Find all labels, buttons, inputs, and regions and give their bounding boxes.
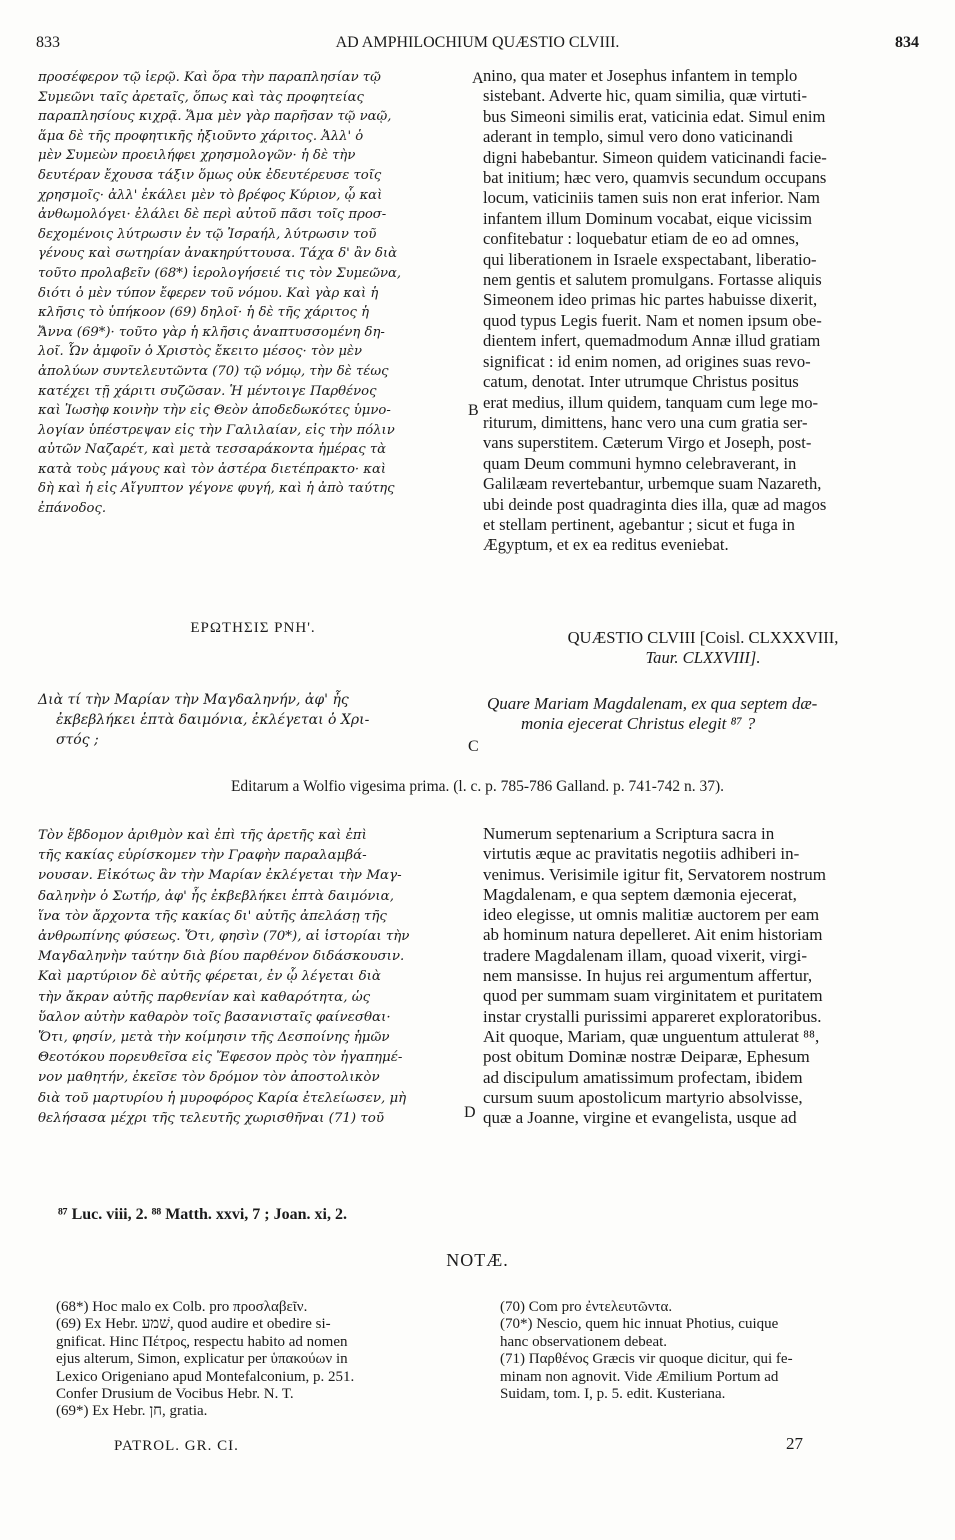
latin-text-line: catum, denotat. Inter utrumque Christus positus	[483, 372, 799, 392]
latin-text-line: bus Simeoni similis erat, vaticinia edat. Simul enim	[483, 106, 826, 126]
greek-text-line: ἐπάνοδος.	[38, 501, 107, 517]
latin-text-line: confitebatur : loquebatur etiam de eo ad omnes,	[483, 229, 800, 249]
latin-text-line: Ægyptum, et ex ea reditus eveniebat.	[483, 535, 729, 555]
note-line: (70) Com pro ἐντελευτῶντα.	[500, 1299, 673, 1315]
editorial-note: Editarum a Wolfio vigesima prima. (l. c. p. 785-786 Galland. p. 741-742 n. 37).	[230, 778, 725, 795]
note-line: (70*) Nescio, quem hic innuat Photius, cuique	[500, 1316, 779, 1333]
greek-text-line: καὶ Ἰωσὴφ κοινὴν τὴν εἰς Θεὸν ἀποδεδωκότες ὑμνο-	[38, 403, 391, 419]
latin-heading-line-1: QUÆSTIO CLVIII [Coisl. CLXXXVIII,	[567, 628, 839, 647]
greek-text-line: διότι ὁ μὲν τύπον ἔφερεν τοῦ νόμου. Καὶ γὰρ καὶ ἡ	[38, 285, 379, 301]
latin-text-line: tradere Magdalenam illam, quoad vixerit, virgi-	[483, 945, 807, 965]
running-title: AD AMPHILOCHIUM QUÆSTIO CLVIII.	[335, 34, 620, 51]
latin-text-line: riturum, dimittens, hanc vero una cum gratia ser-	[483, 412, 808, 432]
greek-column-body	[38, 826, 470, 1129]
latin-text-line: nem gentis et salutem promulgans. Fortasse aliquis	[483, 270, 822, 290]
note-line: hanc observationem debeat.	[500, 1333, 668, 1350]
latin-text-line: bat initium; hæc vero, quamvis secundum occupans	[483, 168, 827, 188]
footer-signature: 27	[786, 1434, 803, 1453]
note-line: Confer Drusium de Vocibus Hebr. N. T.	[56, 1386, 294, 1403]
latin-text-line: et stellam pertinent, agebantur ; sicut et fuga in	[483, 514, 795, 534]
greek-question-line-1: Διὰ τί τὴν Μαρίαν τὴν Μαγδαληνήν, ἀφ' ἧς	[38, 692, 349, 708]
greek-text-line: διὰ τοῦ μαρτυρίου ἡ μυροφόρος Καρία ἐτελείωσεν, μὴ	[38, 1090, 407, 1106]
greek-text-line: ἵνα τὸν ἄρχοντα τῆς κακίας δι' αὐτῆς ἀπελάσῃ τῆς	[38, 908, 387, 924]
footer-series: PATROL. GR. CI.	[114, 1438, 239, 1454]
greek-text-line: τὴν ἄκραν αὐτῆς παρθενίαν καὶ καθαρότητα, ὡς	[38, 989, 371, 1005]
greek-text-line: θελήσασα μέχρι τῆς τελευτῆς χωρισθῆναι (71) τοῦ	[38, 1110, 384, 1126]
greek-text-line: κλῆσις τὸ ὑπήκοον (69) δηλοῖ· ἡ δὲ τῆς χάριτος ἡ	[38, 305, 369, 321]
latin-text-line: infantem illum Dominum vocabat, eique vicissim	[483, 208, 813, 228]
latin-text-line: Simeonem ideo primas hic partes habuisse dixerit,	[483, 290, 818, 310]
latin-question-line-2: monia ejecerat Christus elegit ⁸⁷ ?	[521, 714, 756, 733]
greek-text-line: κατέχει τῇ χάριτι συζῶσαν. Ἡ μέντοιγε Παρθένος	[38, 383, 377, 399]
latin-text-line: aderant in templo, simul vero dono vaticinandi	[483, 127, 794, 147]
greek-text-line: δευτέραν ἔχουσα τάξιν ὅμως οὐκ ἐδευτέρευσε τοῖς	[38, 167, 382, 183]
greek-text-line: γένους καὶ σωτηρίαν ἀνακηρύττουσα. Τάχα δ' ἂν διὰ	[38, 246, 398, 262]
latin-text-line: Ait quoque, Mariam, quæ unguentum attulerat ⁸⁸,	[483, 1026, 820, 1046]
greek-text-line: Συμεῶνι ταῖς ἀρεταῖς, ὅπως καὶ τὰς προφητείας	[38, 89, 364, 105]
greek-text-line: ἀνθωμολόγει· ἐλάλει δὲ περὶ αὐτοῦ πᾶσι τοῖς προσ-	[38, 207, 387, 223]
margin-letter-b: B	[468, 402, 479, 419]
greek-text-line: νον μαθητήν, ἐκεῖσε τὸν δρόμον τὸν ἀποστολικὸν	[38, 1070, 380, 1086]
greek-text-line: ἅμα δὲ τῆς προφητικῆς ἠξιοῦντο χάριτος. Ἀλλ' ὁ	[38, 128, 364, 144]
latin-text-line: venimus. Verisimile igitur fit, Servatorem nostrum	[483, 864, 826, 884]
footnote-references: ⁸⁷ Luc. viii, 2. ⁸⁸ Matth. xxvi, 7 ; Joan. xi, 2.	[58, 1206, 347, 1223]
greek-text-line: τοῦτο προλαβεῖν (68*) ἱερολογήσειέ τις τὸν Συμεῶνα,	[38, 265, 402, 281]
latin-text-line: virtutis æque ac pravitatis negotiis adhiberi in-	[483, 844, 800, 864]
greek-text-line: αὐτῶν Ναζαρέτ, καὶ μετὰ τεσσαράκοντα ἡμέρας τὰ	[38, 442, 387, 458]
greek-text-line: δὴ καὶ ἡ εἰς Αἴγυπτον γέγονε φυγή, καὶ ἡ ἀπὸ ταύτης	[38, 481, 395, 497]
latin-text-line: quæ a Joanne, virgine et evangelista, usque ad	[483, 1108, 797, 1128]
greek-text-line: νουσαν. Εἰκότως ἂν τὴν Μαρίαν ἐκλέγεται τὴν Μαγ-	[38, 868, 402, 884]
latin-question-title	[487, 694, 927, 734]
margin-letter-a: A	[472, 70, 484, 87]
latin-text-line: Numerum septenarium a Scriptura sacra in	[483, 824, 775, 843]
notes-heading: NOTÆ.	[446, 1250, 509, 1270]
latin-text-line: locum, vaticiniis tamen suis non erat inferior. Nam	[483, 188, 820, 208]
latin-question-line-1: Quare Mariam Magdalenam, ex qua septem dæ-	[487, 694, 818, 713]
greek-question-title	[38, 690, 468, 750]
greek-text-line: ὕαλον αὐτὴν καθαρὸν τοῖς βασανισταῖς φαίνεσθαι·	[38, 1009, 391, 1025]
greek-text-line: προσέφερον τῷ ἱερῷ. Καὶ ὅρα τὴν παραπλησίαν τῷ	[38, 70, 381, 85]
margin-letter-d: D	[464, 1104, 476, 1121]
latin-column-top	[483, 66, 928, 556]
greek-text-line: δαληνὴν ὁ Σωτήρ, ἀφ' ἧς ἐκβεβλήκει ἑπτὰ δαιμόνια,	[38, 888, 394, 904]
latin-question-heading	[483, 628, 923, 669]
latin-column-body	[483, 824, 928, 1128]
margin-letter-c: C	[468, 738, 479, 755]
latin-text-line: cursum suum apostolicum martyrio absolvisse,	[483, 1087, 803, 1107]
latin-text-line: ubi deinde post quadraginta dies illa, quæ ad magos	[483, 494, 827, 514]
latin-text-line: ab hominum natura depelleret. Ait enim historiam	[483, 925, 823, 945]
greek-column-top	[38, 68, 470, 519]
greek-text-line: ἀπολύων συντελευτῶντα (70) τῷ νόμῳ, τὴν δὲ τέως	[38, 363, 389, 379]
latin-text-line: ad discipulum amatissimum profectam, ibidem	[483, 1067, 803, 1087]
greek-text-line: Μαγδαληνὴν ταύτην διὰ βίου παρθένον διδάσκουσιν.	[38, 949, 405, 965]
greek-text-line: χρησμοῖς· ἀλλ' ἐκάλει μὲν τὸ βρέφος Κύριον, ᾧ καὶ	[38, 187, 383, 203]
note-line: Lexico Origeniano apud Montefalconium, p. 251.	[56, 1368, 355, 1385]
latin-text-line: Galilæam revertebantur, urbemque suam Nazareth,	[483, 474, 822, 494]
note-line: minam non agnovit. Vide Æmilium Portum ad	[500, 1368, 779, 1385]
latin-text-line: digni habebantur. Simeon quidem vaticinandi facie-	[483, 147, 827, 167]
greek-text-line: Τὸν ἕβδομον ἀριθμὸν καὶ ἐπὶ τῆς ἀρετῆς καὶ ἐπὶ	[38, 828, 367, 843]
greek-text-line: ἀνθρωπίνης φύσεως. Ὅτι, φησὶν (70*), αἱ ἱστορίαι τὴν	[38, 929, 410, 945]
latin-text-line: significat : id enim nomen, ad origines suas revo-	[483, 351, 811, 371]
latin-text-line: nem mansisse. In hujus rei argumentum affertur,	[483, 966, 813, 986]
greek-question-line-2: ἐκβεβλήκει ἑπτὰ δαιμόνια, ἐκλέγεται ὁ Χρι-	[56, 712, 370, 728]
greek-text-line: δεχομένοις λύτρωσιν ἐν τῷ Ἰσραήλ, λύτρωσιν τοῦ	[38, 226, 377, 242]
latin-text-line: dientem infert, quemadmodum Annæ illud gratiam	[483, 331, 821, 351]
greek-text-line: κατὰ τοὺς μάγους καὶ τὸν ἀστέρα διετέπρακτο· καὶ	[38, 461, 387, 477]
note-line: gnificat. Hinc Πέτρος, respectu habito ad nomen	[56, 1333, 348, 1350]
note-line: (71) Παρθένος Græcis vir quoque dicitur, qui fe-	[500, 1351, 793, 1368]
latin-text-line: vans superstitem. Cæterum Virgo et Joseph, post-	[483, 433, 812, 453]
greek-text-line: Ἄννα (69*)· τοῦτο γὰρ ἡ κλῆσις ἀναπτυσσομένη δη-	[38, 324, 385, 340]
greek-question-line-3: στός ;	[56, 732, 99, 748]
note-line: Suidam, tom. I, p. 5. edit. Kusteriana.	[500, 1386, 726, 1403]
notes-left-column	[56, 1299, 466, 1421]
greek-text-line: μὲν Συμεὼν προειλήφει χρησμολογῶν· ἡ δὲ τὴν	[38, 148, 356, 164]
latin-text-line: instar crystalli purissimi appareret exploratoribus.	[483, 1006, 822, 1026]
latin-text-line: nino, qua mater et Josephus infantem in templo	[483, 66, 798, 85]
latin-text-line: Magdalenam, e qua septem dæmonia ejecerat,	[483, 884, 797, 904]
greek-question-heading: ΕΡΩΤΗΣΙΣ ΡΝΗ'.	[190, 620, 316, 636]
latin-text-line: quod typus Legis fuerit. Nam et nomen ipsum obe-	[483, 310, 822, 330]
latin-heading-line-2: Taur. CLXXVIII].	[645, 648, 761, 668]
latin-text-line: quod per summam suam virginitatem et puritatem	[483, 986, 823, 1006]
latin-text-line: sistebant. Adverte hic, quam similia, quæ virtuti-	[483, 86, 807, 106]
notes-right-column	[500, 1299, 920, 1403]
note-line: (69*) Ex Hebr. חן, gratia.	[56, 1403, 208, 1420]
right-page-number: 834	[895, 34, 919, 51]
greek-text-line: λογίαν ὑπέστρεψαν εἰς τὴν Γαλιλαίαν, εἰς τὴν πόλιν	[38, 422, 395, 438]
greek-text-line: λοῖ. Ὧν ἀμφοῖν ὁ Χριστὸς ἔκειτο μέσος· τὸν μὲν	[38, 344, 363, 360]
latin-text-line: qui liberationem in Israele exspectabant, liberatio-	[483, 249, 817, 269]
greek-text-line: Καὶ μαρτύριον δὲ αὐτῆς φέρεται, ἐν ᾧ λέγεται διὰ	[38, 969, 381, 985]
latin-text-line: post obitum Dominæ nostræ Deiparæ, Ephesum	[483, 1047, 810, 1067]
greek-text-line: τῆς κακίας εὑρίσκομεν τὴν Γραφὴν παραλαμβά-	[38, 848, 367, 864]
greek-text-line: Θεοτόκου πορευθεῖσα εἰς Ἔφεσον πρὸς τὸν ἠγαπημέ-	[38, 1050, 403, 1066]
note-line: (69) Ex Hebr. שׁמע, quod audire et obedire si-	[56, 1316, 331, 1333]
latin-text-line: erat medius, illum quidem, tanquam cum lege mo-	[483, 392, 819, 412]
note-line: ejus alterum, Simon, explicatur per ὑπακούων in	[56, 1351, 348, 1368]
latin-text-line: quam Deum communi hymno celebraverant, in	[483, 453, 797, 473]
latin-text-line: ideo elegisse, ut omnis malitiæ auctorem per eam	[483, 905, 820, 925]
left-page-number: 833	[36, 34, 60, 51]
greek-text-line: παραπλησίους κιχρᾷ. Ἅμα μὲν γὰρ παρῆσαν τῷ ναῷ,	[38, 109, 392, 125]
note-line: (68*) Hoc malo ex Colb. pro προσλαβεῖν.	[56, 1299, 308, 1315]
greek-text-line: Ὅτι, φησίν, μετὰ τὴν κοίμησιν τῆς Δεσποίνης ἡμῶν	[38, 1030, 390, 1046]
